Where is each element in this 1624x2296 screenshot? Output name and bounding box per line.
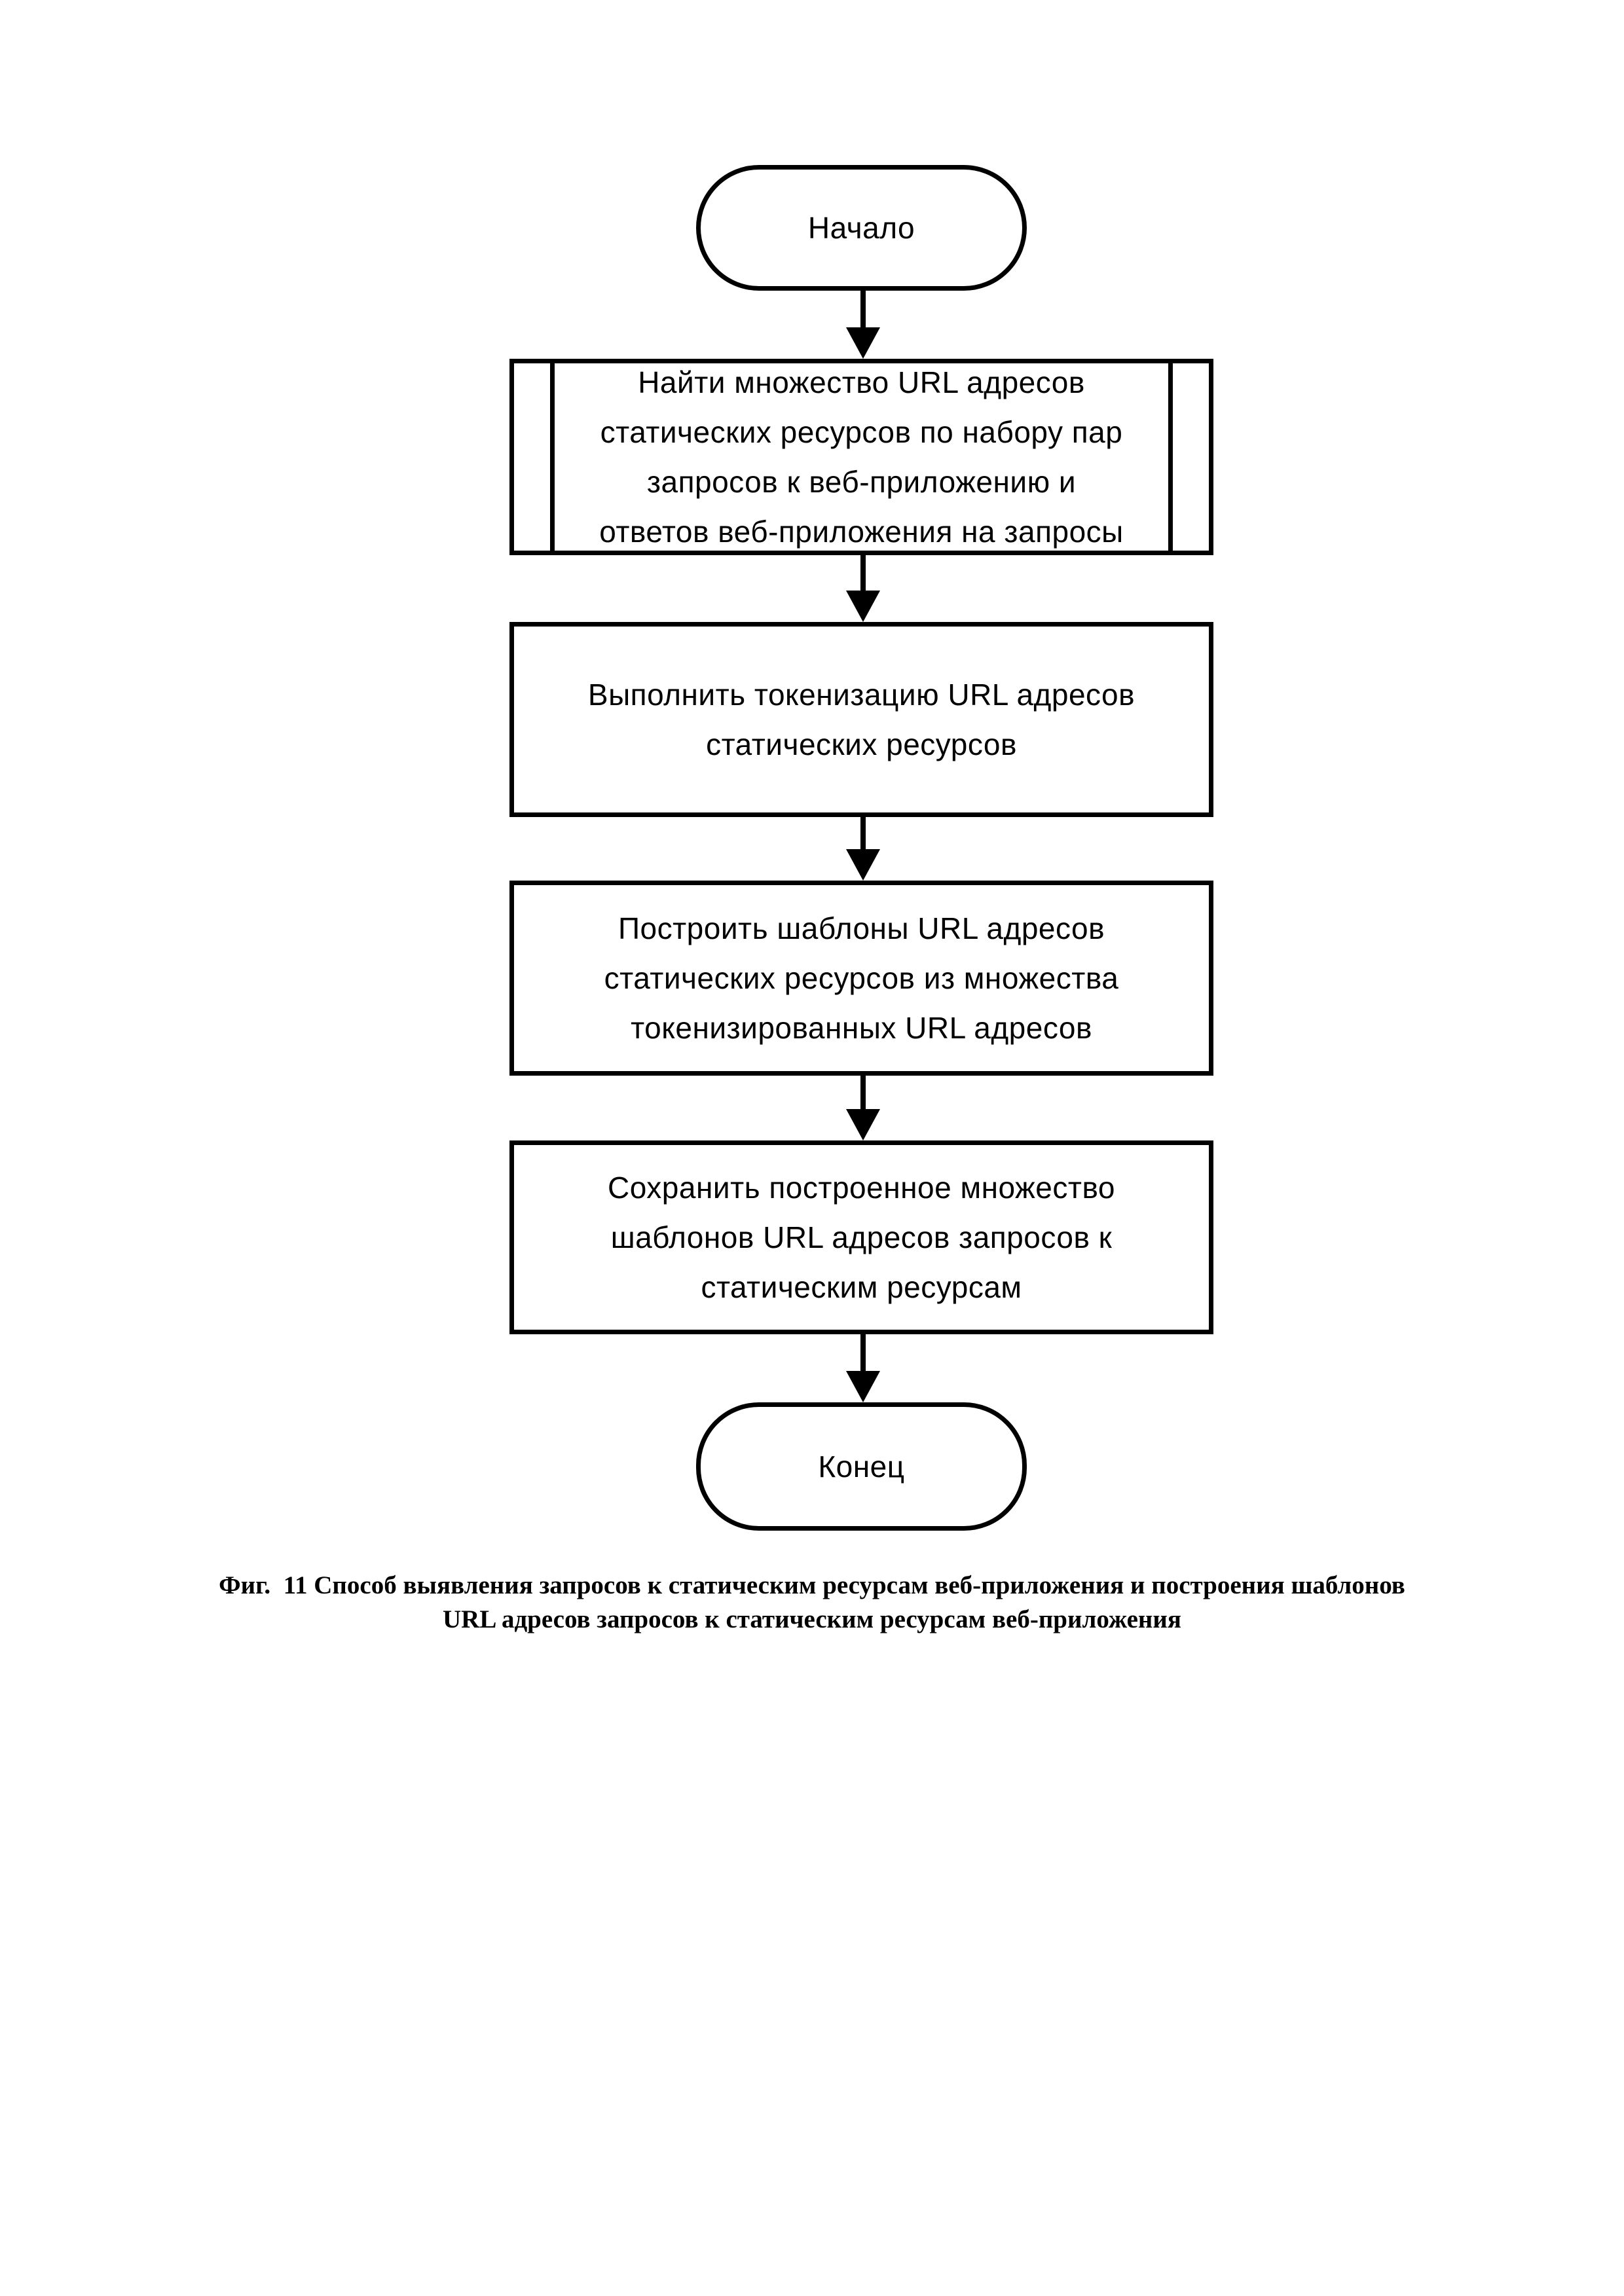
arrow-down-icon bbox=[846, 327, 880, 359]
arrow-down-icon bbox=[846, 591, 880, 622]
step1-text: Найти множество URL адресов статических ресурсов по набору пар запросов к веб-приложению и ответов веб-приложения на запросы bbox=[599, 365, 1124, 549]
figure-caption-line1: Фиг. 11 Способ выявления запросов к статическим ресурсам веб-приложения и построения шаблонов bbox=[219, 1571, 1405, 1599]
arrow-step4-to-end bbox=[846, 1334, 880, 1402]
start-node-label: Начало bbox=[807, 211, 915, 245]
arrow-start-to-step1 bbox=[846, 291, 880, 359]
arrow-down-icon bbox=[846, 1371, 880, 1402]
arrow-step1-to-step2 bbox=[846, 555, 880, 622]
arrow-stem bbox=[860, 291, 866, 329]
step2-text: Выполнить токенизацию URL адресов статических ресурсов bbox=[587, 678, 1135, 761]
arrow-stem bbox=[860, 817, 866, 850]
flowchart-step-build-templates bbox=[509, 881, 1213, 1076]
flowchart-end-node bbox=[696, 1402, 1027, 1531]
figure-caption-line2: URL адресов запросов к статическим ресурсам веб-приложения bbox=[443, 1605, 1181, 1633]
arrow-down-icon bbox=[846, 1109, 880, 1140]
flowchart-step-save-templates bbox=[509, 1140, 1213, 1334]
predefined-process-left-bar bbox=[550, 363, 555, 551]
flowchart-step-tokenize-urls bbox=[509, 622, 1213, 817]
arrow-step2-to-step3 bbox=[846, 817, 880, 881]
arrow-stem bbox=[860, 1334, 866, 1372]
flowchart-step-find-static-urls bbox=[509, 359, 1213, 555]
arrow-stem bbox=[860, 1076, 866, 1110]
arrow-down-icon bbox=[846, 849, 880, 881]
flowchart-start-node bbox=[696, 165, 1027, 291]
arrow-stem bbox=[860, 555, 866, 592]
step4-text: Сохранить построенное множество шаблонов URL адресов запросов к статическим ресурсам bbox=[608, 1171, 1115, 1304]
end-node-label: Конец bbox=[818, 1449, 905, 1484]
predefined-process-right-bar bbox=[1168, 363, 1173, 551]
step3-text: Построить шаблоны URL адресов статических ресурсов из множества токенизированных URL адресов bbox=[604, 911, 1119, 1045]
figure-caption bbox=[0, 1569, 1624, 1637]
arrow-step3-to-step4 bbox=[846, 1076, 880, 1140]
